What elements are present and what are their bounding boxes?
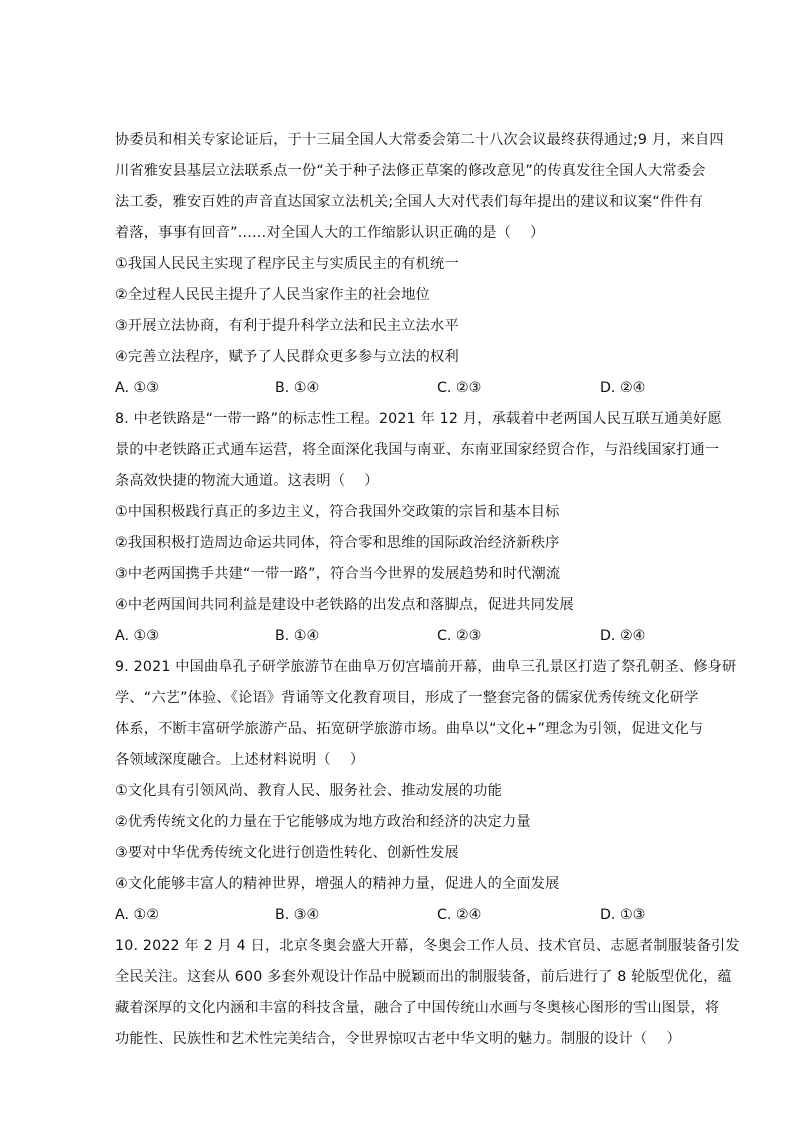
q8-statement-4: ④中老两国间共同利益是建设中老铁路的出发点和落脚点，促进共同发展 [115,597,574,613]
q9-option-c: C. ②④ [437,907,482,923]
q7-statement-4: ④完善立法程序，赋予了人民群众更多参与立法的权利 [115,349,459,365]
q7-stem-line-3: 法工委，雅安百姓的声音直达国家立法机关;全国人大对代表们每年提出的建议和议案“件件有 [115,194,704,210]
q9-option-a: A. ①② [115,907,159,923]
q9-option-b: B. ③④ [275,907,320,923]
q10-stem-line-1: 10. 2022 年 2 月 4 日，北京冬奥会盛大开幕，冬奥会工作人员、技术官员、志愿者制服装备引发 [115,938,740,954]
q8-option-d: D. ②④ [600,628,646,644]
q8-stem-line-3: 条高效快捷的物流大通道。这表明（ ） [115,473,379,489]
q10-stem-line-3: 藏着深厚的文化内涵和丰富的科技含量，融合了中国传统山水画与冬奥核心图形的雪山图景，将 [115,1000,720,1016]
q8-option-c: C. ②③ [437,628,482,644]
q8-option-b: B. ①④ [275,628,320,644]
q9-stem-line-4: 各领域深度融合。上述材料说明（ ） [115,752,365,768]
q7-statement-1: ①我国人民民主实现了程序民主与实质民主的有机统一 [115,256,459,272]
q9-stem-line-2: 学、“六艺”体验、《论语》背诵等文化教育项目，形成了一整套完备的儒家优秀传统文化研学 [115,690,699,706]
q7-statement-2: ②全过程人民民主提升了人民当家作主的社会地位 [115,287,431,303]
q9-statement-1: ①文化具有引领风尚、教育人民、服务社会、推动发展的功能 [115,783,502,799]
q10-stem-line-4: 功能性、民族性和艺术性完美结合，令世界惊叹古老中华文明的魅力。制服的设计（ ） [115,1031,681,1047]
q7-option-c: C. ②③ [437,380,482,396]
q10-stem-line-2: 全民关注。这套从 600 多套外观设计作品中脱颖而出的制服装备，前后进行了 8 轮版型优化，蕴 [115,969,732,985]
q9-statement-3: ③要对中华优秀传统文化进行创造性转化、创新性发展 [115,845,459,861]
q7-option-a: A. ①③ [115,380,159,396]
q7-stem-line-4: 着落，事事有回音”……对全国人大的工作缩影认识正确的是（ ） [115,225,545,241]
q8-statement-2: ②我国积极打造周边命运共同体，符合零和思维的国际政治经济新秩序 [115,535,560,551]
q8-statement-3: ③中老两国携手共建“一带一路”，符合当今世界的发展趋势和时代潮流 [115,566,561,582]
q9-stem-line-3: 体系，不断丰富研学旅游产品、拓宽研学旅游市场。曲阜以“文化+”理念为引领，促进文化与 [115,721,704,737]
q9-option-d: D. ①③ [600,907,646,923]
q8-option-a: A. ①③ [115,628,159,644]
q9-stem-line-1: 9. 2021 中国曲阜孔子研学旅游节在曲阜万仞宫墙前开幕，曲阜三孔景区打造了祭孔朝圣、修身研 [115,659,737,675]
q9-statement-2: ②优秀传统文化的力量在于它能够成为地方政治和经济的决定力量 [115,814,531,830]
q9-statement-4: ④文化能够丰富人的精神世界，增强人的精神力量，促进人的全面发展 [115,876,560,892]
q7-stem-line-1: 协委员和相关专家论证后，于十三届全国人大常委会第二十八次会议最终获得通过;9 月，来自四 [115,132,724,148]
q8-stem-line-2: 景的中老铁路正式通车运营，将全面深化我国与南亚、东南亚国家经贸合作，与沿线国家打通一 [115,442,720,458]
q7-option-b: B. ①④ [275,380,320,396]
q8-statement-1: ①中国积极践行真正的多边主义，符合我国外交政策的宗旨和基本目标 [115,504,560,520]
q7-option-d: D. ②④ [600,380,646,396]
q8-stem-line-1: 8. 中老铁路是“一带一路”的标志性工程。2021 年 12 月，承载着中老两国人民互联互通美好愿 [115,411,722,427]
q7-stem-line-2: 川省雅安县基层立法联系点一份“关于种子法修正草案的修改意见”的传真发往全国人大常委会 [115,163,706,179]
q7-statement-3: ③开展立法协商，有利于提升科学立法和民主立法水平 [115,318,459,334]
